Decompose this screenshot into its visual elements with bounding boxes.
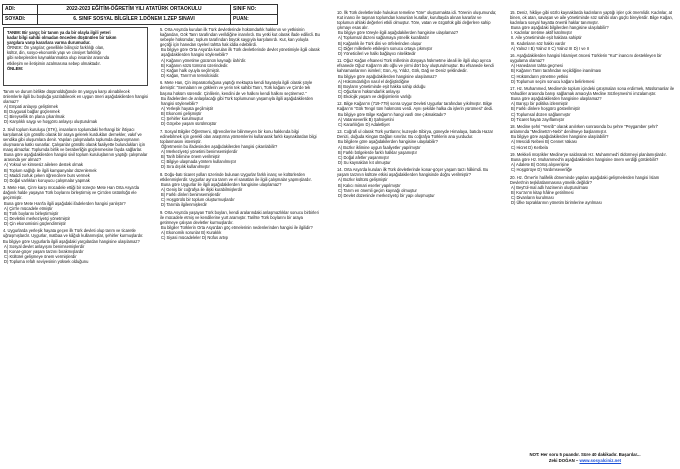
- question-block: [160, 27, 320, 78]
- answer-option: C) Maddi zorluk çeken öğrencilere burs vermek: [4, 172, 90, 178]
- answer-option: II. Aile yönetiminde eşit haklara sahiptir: [511, 35, 582, 41]
- answer-option: Bu bilgiye göre Bilge Kağan'ın hangi vasfı öne çıkmaktadır?: [338, 111, 446, 117]
- question-stem: 9. Orta Asya'da yaşayan Türk boyları, kendi aralarındaki anlaşmazlıklar sonucu birbirleri ile mücadele etmiş ve kendilerine yurt aramıştır. Tarihte Türk boylarını bir araya getirmeye çalışan devletler kurmuşlardır.: [160, 209, 319, 225]
- box-line: etkileşim ve iletişimin azalmasına sebep olmaktadır.: [7, 60, 101, 66]
- answer-option: Bu bilgilere göre aşağıdakilerden hangisine ulaşılabilir?: [338, 139, 438, 145]
- answer-option: A) Beyt'ül-mal adlı hazinenin oluşturulması: [511, 184, 589, 190]
- answer-option: D) Çin ekonomisini güçlendirmiştir: [4, 220, 66, 226]
- exam-header: [2, 4, 278, 25]
- answer-option: C) Bilgiye ulaşmada yöntem kullanılmıştır: [161, 159, 237, 165]
- box-line: kültür, din, sosyo-ekonomik yapı ve cinsiyet farklılığı: [7, 50, 101, 56]
- answer-option: A) Yerleşik hayata geçilmiştir: [161, 105, 214, 111]
- answer-option: A) Hanedanın tahta geçmesi: [511, 63, 563, 69]
- question-stem: 6. Mete Han, Çin imparatorluğuna yaptığı mektupta kendi hayatıyla ilgili olarak şöyle demiştir: "Semaların ve göklerin ve yerin tek sahibi Tanrı, Türk kağanı ve Çin'de tek başına hüküm sürendir. Çinlilerin, kendini de ve halkını kendi halkını seçtiremez.": [160, 80, 313, 96]
- answer-option: D) Göçebe yaşam sürülmüştür: [161, 121, 217, 127]
- answer-option: A) Hükümdarlığın nasıl el değiştirdiğine: [338, 78, 410, 84]
- question-stem: 10. İlk Türk devletlerinde hukukun temeline "töre" oluşturmakta idi. Törenin oluşumunda; Kut inancı ile taşınan toplumdan kanunları kurallar, kurultayda alınan kararlar ve toplumun ahlaki değerleri etkili olmuştur. Töre, vatan ve özgürlük gibi değerlere sahip çıkmayı esas alır.: [337, 10, 497, 31]
- answer-option: A) Vatanseverlik B) Şahsiyetini: [338, 116, 394, 122]
- answer-option: III. Kadınların söz hakkı vardır: [511, 40, 566, 46]
- answer-option: A) Bozkır iklimine uygun faaliyetler yapılmıştır: [338, 144, 421, 150]
- answer-option: Buna göre Uygurlar ile ilgili aşağıdakilerden hangisine ulaşılamaz?: [161, 181, 282, 187]
- answer-option: A) Sosyal devlet anlayışını benimsemişlerdir: [4, 243, 85, 249]
- answer-option: C) Şehirler kurulmuştur: [161, 115, 204, 121]
- answer-option: C) Toplumsal düzen sağlanmıştır: [511, 111, 571, 117]
- answer-option: A) Yalnız I B) Yalnız II C) Yalnız III D) I ve II: [511, 45, 590, 51]
- answer-option: A) Yoksul ve kimsesiz ailelere destek olmak: [4, 162, 83, 168]
- answer-option: B) Tarih bilimine önem verilmiştir: [161, 154, 220, 160]
- answer-option: D) Yöneticileri ve halkı bağlayıcı niteliktedir: [338, 50, 416, 56]
- question-block: [160, 210, 320, 241]
- answer-option: C) Kültürel gelişmeye önem vermişlerdir: [4, 253, 77, 259]
- answer-option: B) Boyların yönetiminde eşit hakka sahip olduğu: [338, 83, 426, 89]
- answer-option: C) Tarım en önemli geçim kaynağı olmuştur: [338, 187, 417, 193]
- question-block: [510, 175, 675, 206]
- answer-option: B) Ekonomi gelişmiştir: [161, 110, 202, 116]
- answer-option: Bu bilgiye göre aşağıdakilerden hangisine ulaşılamaz?: [338, 73, 437, 79]
- footer-author: Zeki DOĞAN –: [548, 457, 580, 463]
- exam-footer: [495, 452, 675, 463]
- column-2: [160, 27, 320, 243]
- answer-option: A) Barışçı bir politika izlenmiştir: [511, 101, 568, 107]
- answer-option: B) Kağanlık ile Türk dini ve örfelerinden oluşur: [338, 40, 422, 46]
- question-block: [3, 127, 148, 183]
- answer-option: A) Merkeziyetçi yönetimi benimsemişlerdir: [161, 148, 238, 154]
- column-1: [3, 27, 148, 266]
- answer-option: C) Devletini merkeziyetçi yönetmiştir: [4, 215, 70, 221]
- answer-option: C) Kararlılığını D) Adaletliyet: [338, 121, 390, 127]
- answer-option: Buna göre aşağıdaki bilgilerden hangisine ulaşılabilir?: [511, 25, 609, 31]
- question-stem: 8. Doğu-batı ticaret yolları üzerinde bulunan Uygurlar farklı inanç ve kültürlerden etkilenmişlerdir. Uygurlar ayrıca tarım ve el sanatları ile ilgili çalışmalar yapmışlardır.: [160, 171, 312, 182]
- answer-option: Bu bilgiye göre aşağıdakilerden hangisine ulaşılabilir?: [511, 134, 609, 140]
- answer-option: C) Hoşgörüye D) Yardımseverliğe: [511, 167, 573, 173]
- question-stem: 4. Uygurlarda yerleşik hayata geçen ilk Türk devleti olup tarım ve ticaretle uğraşmışlardır. Uygurlar, matbaa ve kâğıdı kullanmışlar, şehirler kurmuşlardır. Bu bilgiye göre Uygurlarla ilgili aşağıdaki yargılardan hangisine ulaşılamaz?: [3, 228, 144, 244]
- answer-option: B) Farklı dinleri benimsemişlerdir: [161, 192, 221, 198]
- answer-option: C) Hoşgörülü bir toplum oluşturmuşlardır: [161, 197, 235, 203]
- answer-option: D) Devlet düzeninde merkeziyetçi bir yapı oluşmuştur: [338, 192, 435, 198]
- question-stem: 12. Bilge Kağan'ın (719-779) sonra Uygur Devleti Uygurlar tarafından yıkılmıştır. Bilge Kağan'ın "Gök Tengri tüm hükmünü verdi. Aynı şekilde halka da işlerin yürümesi" dedi.: [337, 101, 493, 112]
- answer-option: C) Diğer milletlerle etkileşim sonucu ortaya çıkmıştır: [338, 45, 433, 51]
- question-stem: 18. Medine şehri "Yesrib" olarak anılırken sonrasında bu şehre "Peygamber şehri" anlamında "Medinetü'n-Nebi" denilmeye başlanmıştır.: [510, 124, 659, 135]
- answer-option: Buna göre Hz. Muhammed'in aşağıdakilerden hangisine önem verdiği görülebilir?: [511, 157, 659, 163]
- answer-option: B) Toplum sağlığı ile ilgili kampanyalar düzenlemek: [4, 167, 97, 173]
- column-4: [510, 10, 675, 208]
- answer-option: B) Farklı bölgelerde farklı halklar yaşamıştır: [338, 149, 417, 155]
- answer-option: Bu bilgiler Türklerin Orta Asya'dan göç etmelerinin nedenlerinden hangisi ile ilgilidir?: [161, 225, 313, 231]
- box-line: kadar bilgi sahibi olmadan önceden düşünülen bir takım: [7, 35, 117, 41]
- class-label: SINIF NO:: [231, 5, 278, 15]
- answer-option: C) Bireysellik ön plana çıkarılmak: [4, 114, 65, 120]
- answer-option: Buna göre aşağıdakilerden hangisine ulaşılamaz?: [511, 96, 602, 102]
- answer-option: C) Hicret D) Kerbela: [511, 144, 548, 150]
- answer-option: B) Kağanın sözü tümünü üzerindedir.: [161, 62, 229, 68]
- question-block: [337, 167, 497, 198]
- box-line: gibi sebeplerden kaynaklanmakta olup insanlar arasında: [7, 55, 110, 61]
- answer-option: D) Topluma refah seviyesinin yüksek olduğunu: [4, 258, 89, 264]
- box-line: yargılara varıp kararlara varma durumudur.: [7, 40, 91, 46]
- answer-option: C) Divanların kurulması: [511, 195, 554, 201]
- year-title: 2022-2023 EĞİTİM-ÖĞRETİM YILI ATATÜRK ORTAOKULU: [38, 5, 231, 15]
- answer-option: D) Sıra dışılık kullanılmıştır: [161, 164, 210, 170]
- question-list: [510, 10, 675, 205]
- question-list: [337, 10, 497, 198]
- answer-option: Bu ifadelerden de anlaşılacağı gibi Türk toplumunun yaşamıyla ilgili aşağıdakilerden hangisi söylenebilir?: [161, 95, 313, 106]
- question-block: [510, 86, 675, 122]
- answer-option: B) Farklı dinlere hoşgörü gösterilmiştir: [511, 106, 580, 112]
- question-block: [3, 89, 148, 125]
- question-stem: 13. Coğrafi ul olarak Türk yurtlarını; kuzeyde Sibirya, güneyde Himalaya, batıda Hazar Denizi, doğuda Kingan Dağları sınırlar. Bu coğrafya Türklerin ana yurdudur.: [337, 129, 494, 140]
- question-block: [337, 58, 497, 99]
- answer-option: A) Çin'le mücadele etmiştir: [4, 205, 53, 211]
- question-stem: 17. Hz. Muhammed, Medine'de toplum içindeki çatışmaları sona erdirmek, Müslümanlar ile Yahudiler arasında barışı sağlamak amacıyla Medine Sözleşmesi'ni imzalamıştır.: [510, 86, 675, 97]
- question-stem: 3. Mete Han, Çin'e karşı mücadele ettiği bir süreçte Mete Han Orta Asya'da dağınık halde yaşayan Türk boylarını birleştirmiş ve Çin'den üstünlüğü ele geçirmiştir.: [3, 185, 140, 201]
- question-stem: 20. Hz. Ömer'in halifelik döneminde yapılan aşağıdaki gelişmelerden hangisi İslam Devleti'nin teşkilatlanmasına yönelik değildir?: [510, 174, 660, 185]
- answer-option: A) Geniş bir coğrafya ile ilişki kurabilmişlerdir: [161, 186, 243, 192]
- definition-box: [3, 27, 148, 86]
- question-block: [510, 53, 675, 84]
- question-stem: 19. Mekkeli müşrikler Medine'ye saldırarak Hz. Muhammed'i öldürmeyi planlamışlardır.: [510, 152, 667, 157]
- answer-option: C) Doğal afetler yaşanmıştır: [338, 154, 389, 160]
- answer-option: B) Kalıcı mimari eserler yapılmıştır: [338, 182, 401, 188]
- footer-note: NOT: Her soru 5 puandır. Süre 40 dakikadır. Başarılar...: [529, 452, 641, 457]
- answer-option: B) Konar-göçer yaşam tarzını bırakmışlardır: [4, 248, 84, 254]
- question-block: [337, 129, 497, 165]
- question-block: [160, 172, 320, 208]
- answer-option: Buna göre aşağıdakilerden hangisi sivil toplum kuruluşlarının yaptığı çalışmalar arasında yer almaz?: [4, 152, 148, 163]
- question-list: [3, 89, 148, 264]
- box-line: TANIM: Bir yargı; bir tanım ya da bir olayla ilgili yeteri: [7, 30, 111, 35]
- question-block: [337, 10, 497, 56]
- column-3: [337, 10, 497, 200]
- answer-option: Öğretmenin bu ifadesinden aşağıdakilerden hangisi çıkarılabilir?: [161, 143, 278, 149]
- question-stem: 16. Aşağıdakilerden hangisi İslamiyet öncesi Türklerin "Kut" inancını destekleyen bir uygulama olamaz?: [510, 53, 662, 64]
- question-block: [160, 129, 320, 170]
- question-stem: Tanım ve durum birlikte düşünüldüğünde ön yargıya karşı alınabilecek önlemlerle ilgili bu boşluğa yazılabilecek en uygun öneri aşağıdakilerden hangisi olamaz?: [3, 88, 148, 104]
- answer-option: C) Oğuzların hükümdarlık anlayışı: [338, 88, 400, 94]
- question-stem: 7. Sosyal Bilgiler Öğretmeni, öğrencilerine bilinmeyen bir konu hakkında bilgi edinebilmek için gerekli olan araştırma yöntemlerini kullanarak farklı kaynaklardan bilgi toplanmasını istemiştir.: [160, 128, 317, 144]
- answer-option: Buna göre Mete Han'la ilgili aşağıdaki ifadelerden hangisi yanlıştır?: [4, 200, 126, 206]
- surname-label: SOYADI:: [3, 15, 38, 25]
- exam-title: 6. SINIF SOSYAL BİLGİLER 1.DÖNEM 1.ZEP SINAVI: [38, 15, 231, 25]
- answer-option: Bu bilgiye göre töreyle ilgili aşağıdakilerden hangisine ulaşılamaz?: [338, 30, 459, 36]
- answer-option: B) Kur'an'ın kitap hâline getirilmesi: [511, 190, 574, 196]
- answer-option: D) Tarımla ilgilenmişlerdir: [161, 202, 207, 208]
- question-block: [3, 185, 148, 226]
- answer-option: D) Ekolojik yaşam ve değişimlerin varlığı: [338, 93, 412, 99]
- answer-option: B) Türk boylarını birleştirmiştir: [4, 210, 59, 216]
- answer-option: Bu bilgiye göre Orta Asya'da kurulan ilk Türk devletlerinde devlet yönetimiyle ilgili olarak aşağıdakilerden hangisi söylenebilir?: [161, 47, 320, 58]
- footer-link[interactable]: www.sosyalciniz.net: [579, 457, 622, 463]
- answer-option: D) Doğal varlıkları koruyucu çalışmalar yapmak: [4, 177, 90, 183]
- answer-option: I. Kadınlar üretime aktif katılmıştır: [511, 30, 572, 36]
- answer-option: A) Empati anlayışı geliştirmek: [4, 104, 58, 110]
- name-label: ADI:: [3, 5, 38, 15]
- answer-option: A) Bozkır kültürü gelişmiştir: [338, 177, 388, 183]
- question-stem: 5. Orta Asya'da kurulan ilk Türk devletlerinde hükümdarlık hakkının ve yetkisinin kağandan, Gök Tanrı tarafından verildiğine inanılırdı. Bu yetki kut olarak ifade edilirdi. Bu sebeple hükümdar, toplum tarafından büyük saygıyla karşılanırdı. Kut, kan yoluyla geçtiği için hanedan üyeleri tahtta hak iddia edebilirdi.: [160, 27, 320, 48]
- question-stem: 11. Oğuz Kağan efsanesi Türk milletinin dünyaya hükmetme ideali ile ilgili olup ayrıca efsanede Oğuz Kağan'ın altı oğlu ve yirmi dört boy oluşturulmuştur. Bu efsanede kendi kahramanlarının isimleri; Gün, Ay, Yıldız, Gök, Dağ ve Deniz şeklindedir.: [337, 58, 494, 74]
- box-line: ÖRNEK: Ön yargılar; genellikle bilinçsiz farklılığı olan,: [7, 45, 105, 51]
- question-block: [510, 152, 675, 172]
- answer-option: D) Ticaret hayatı zayıflamıştır: [511, 116, 565, 122]
- answer-option: D) Su kaynakları kıt olmuştur: [338, 159, 391, 165]
- answer-option: A) Toplumsal düzeni sağlamaya yönelik kurallardır: [338, 35, 429, 41]
- box-line: ÖNLEM:: [7, 65, 24, 71]
- score-label: PUAN:: [231, 15, 278, 25]
- question-stem: 2. Sivil toplum kuruluşu (STK), insanların toplumdaki herhangi bir ihtiyacı karşılamak için gönüllü olarak bir araya gelerek kurdukları dernekler, vakıf ve sendika gibi oluşumlara denir. Yapılan çalışmalarla toplumda dayanışmanın oluşmasına katkı sunarlar. Çalışanlar gönüllü olarak faaliyette bulundukları için maaş almazlar. Toplumda birlik ve beraberliğin güçlenmesine fayda sağlarlar.: [3, 126, 145, 153]
- answer-option: D) Toplumun seçim sonucu kağanı belirlemesi: [511, 78, 595, 84]
- answer-option: A) Adalete B) Görüş alışverişine: [511, 162, 570, 168]
- answer-option: A) Kağanın yönetime gücünün kaynağı ilahi'dir.: [161, 57, 247, 63]
- question-block: [337, 101, 497, 126]
- answer-option: B) Kağanın Tanrı tarafından seçildiğine inanılması: [511, 68, 602, 74]
- answer-option: D) Karşılıklı saygı ve hoşgörü anlayışı oluşturulmak: [4, 119, 98, 125]
- answer-option: C) Hükümdarın yönetme yetkisi: [511, 73, 569, 79]
- question-block: [510, 10, 675, 51]
- answer-option: D) Ülke topraklarının yönetim birimlerine ayrılması: [511, 200, 602, 206]
- question-stem: 15. Deniz, hikâye gibi sözlü kaynaklarda kadınların yaptığı işler çok önemlidir. Kadınlar, at binen, ok atan, savaşan ve aile yönetiminde söz sahibi olan güçlü bireylerdir. Bilge Kağan, kadınlara sosyal hayatta önemli haklar tanımıştır.: [510, 10, 673, 26]
- question-list: [160, 27, 320, 240]
- question-block: [3, 228, 148, 264]
- answer-option: A) Mescidi Nebevi B) Cennet Vakası: [511, 139, 577, 145]
- question-stem: 14. Orta Asya'da kurulan ilk Türk devletlerinde konar-göçer yaşam tarzı hâkimdi. Bu yaşam tarzının kültüre etkisi aşağıdakilerden hangisinde doğru verilmiştir?: [337, 167, 489, 178]
- question-block: [510, 124, 675, 149]
- answer-option: A) Ekonomik sorunlar B) Kuraklık: [161, 230, 222, 236]
- answer-option: B) Duygusal bağlar güçlenmek: [4, 109, 60, 115]
- answer-option: C) Kağan halk oyuyla seçilmiştir.: [161, 67, 220, 73]
- answer-option: D) Kağan, Tanrı'nın temsilcisidir.: [161, 72, 220, 78]
- question-block: [160, 80, 320, 126]
- answer-option: C) Siyasi mücadeleler D) Nüfus artışı: [161, 235, 229, 241]
